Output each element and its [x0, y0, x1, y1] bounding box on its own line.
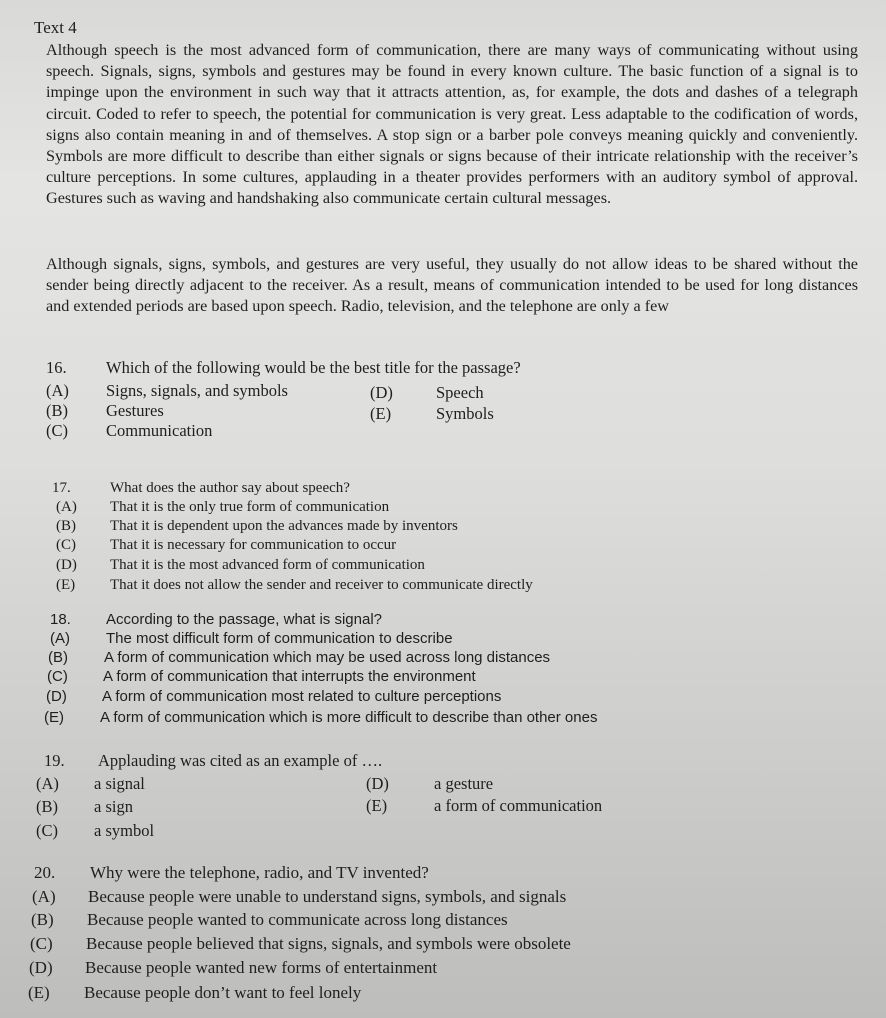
- question-text: What does the author say about speech?: [110, 480, 350, 496]
- option-d[interactable]: (D) That it is the most advanced form of communication: [56, 557, 425, 573]
- option-c[interactable]: (C) a symbol: [36, 821, 155, 840]
- option-d[interactable]: (D) Because people wanted new forms of entertainment: [29, 958, 438, 977]
- option-a[interactable]: (A) The most difficult form of communication to describe: [50, 630, 453, 647]
- passage-paragraph-1: Although speech is the most advanced form of communication, there are many ways of communicating without using speech. Signals, signs, symbols and gestures may be found in every known culture. The basic function of a signal is to impinge upon the environment in such way that it attracts attention, as, for example, the dots and dashes of a telegraph circuit. Coded to refer to speech, the potential for communication is very great. Less adaptable to the codification of words, signs also contain meaning in and of themselves. A stop sign or a barber pole conveys meaning quickly and conveniently. Symbols are more difficult to describe than either signals or signs because of their intricate relationship with the receiver’s culture perceptions. In some cultures, applauding in a theater provides performers with an auditory symbol of approval. Gestures such as waving and handshaking also communicate certain cultural messages.: [46, 41, 858, 208]
- option-c[interactable]: (C) That it is necessary for communication to occur: [56, 537, 397, 553]
- passage-paragraph-2: Although signals, signs, symbols, and gestures are very useful, they usually do not allow ideas to be shared without the sender being directly adjacent to the receiver. As a result, means of communication intended to be used for long distances and extended periods are based upon speech. Radio, television, and the telephone are only a few: [46, 255, 858, 316]
- option-b[interactable]: (B) Gestures: [46, 401, 164, 420]
- question-text: Why were the telephone, radio, and TV invented?: [90, 863, 429, 882]
- option-b[interactable]: (B) A form of communication which may be used across long distances: [48, 649, 551, 666]
- option-c[interactable]: (C) Communication: [46, 421, 213, 440]
- option-a[interactable]: (A) Signs, signals, and symbols: [46, 381, 288, 400]
- question-number: 20.: [34, 863, 56, 882]
- option-a[interactable]: (A) That it is the only true form of communication: [56, 499, 390, 515]
- option-e[interactable]: (E) Because people don’t want to feel lonely: [28, 983, 362, 1002]
- text-label: Text 4: [34, 18, 77, 37]
- question-text: Which of the following would be the best title for the passage?: [106, 358, 521, 377]
- option-a[interactable]: (A) Because people were unable to understand signs, symbols, and signals: [32, 887, 567, 906]
- question-number: 16.: [46, 358, 67, 377]
- question-number: 18.: [50, 611, 71, 628]
- option-d[interactable]: (D) A form of communication most related to culture perceptions: [46, 688, 502, 705]
- option-d[interactable]: (D) a gesture: [366, 774, 494, 793]
- option-c[interactable]: (C) Because people believed that signs, signals, and symbols were obsolete: [30, 934, 571, 953]
- question-number: 17.: [52, 480, 71, 496]
- option-c[interactable]: (C) A form of communication that interrupts the environment: [47, 668, 476, 685]
- option-b[interactable]: (B) a sign: [36, 797, 133, 816]
- option-e[interactable]: (E) Symbols: [370, 404, 494, 423]
- option-e[interactable]: (E) That it does not allow the sender and receiver to communicate directly: [56, 577, 533, 593]
- option-a[interactable]: (A) a signal: [36, 774, 145, 793]
- question-text: According to the passage, what is signal?: [106, 611, 382, 628]
- option-e[interactable]: (E) A form of communication which is more difficult to describe than other ones: [44, 709, 598, 726]
- option-b[interactable]: (B) Because people wanted to communicate across long distances: [31, 910, 508, 929]
- option-e[interactable]: (E) a form of communication: [366, 796, 603, 815]
- option-d[interactable]: (D) Speech: [370, 383, 484, 402]
- option-b[interactable]: (B) That it is dependent upon the advances made by inventors: [56, 518, 458, 534]
- question-text: Applauding was cited as an example of ….: [98, 751, 383, 770]
- question-number: 19.: [44, 751, 65, 770]
